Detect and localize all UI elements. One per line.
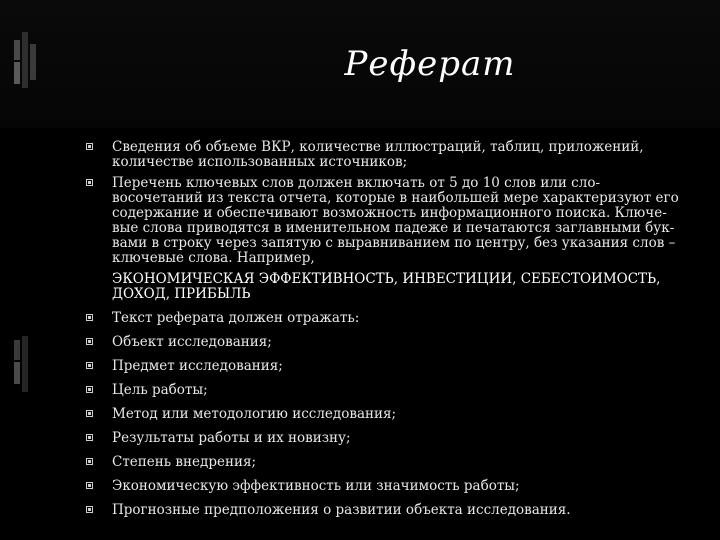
keywords-example: ЭКОНОМИЧЕСКАЯ ЭФФЕКТИВНОСТЬ, ИНВЕСТИЦИИ, СЕБЕСТОИМОСТЬ, ДОХОД, ПРИБЫЛЬ — [112, 271, 661, 302]
list-item — [84, 140, 684, 170]
list-item-text: Перечень ключевых слов должен включать от 5 до 10 слов или сло-восочетаний из текста отчета, которые в наибольшей мере характеризуют его содержание и обеспечивают возможность информационного поиска. Ключе-вые слова приводятся в именительном падеже и печатаются заглавными бук-вами в строку через запятую с выравниванием по центру, без указания слов – ключевые слова. Например, — [112, 175, 679, 266]
stripe — [22, 32, 28, 88]
list-item — [84, 479, 684, 494]
list-item-text: Прогнозные предположения о развитии объекта исследования. — [112, 502, 571, 518]
square-bullet-icon — [86, 179, 93, 186]
stripe — [14, 62, 20, 84]
list-item-text: Степень внедрения; — [112, 454, 257, 470]
list-item — [84, 503, 684, 518]
list-item-text: Текст реферата должен отражать: — [112, 310, 360, 326]
square-bullet-icon — [86, 362, 93, 369]
stripe — [14, 362, 20, 384]
list-item — [84, 335, 684, 350]
square-bullet-icon — [86, 458, 93, 465]
list-item — [84, 359, 684, 374]
square-bullet-icon — [86, 482, 93, 489]
square-bullet-icon — [86, 386, 93, 393]
list-item — [84, 407, 684, 422]
list-item — [84, 311, 684, 326]
square-bullet-icon — [86, 410, 93, 417]
list-item-text: Цель работы; — [112, 382, 208, 398]
square-bullet-icon — [86, 338, 93, 345]
bullet-list — [84, 140, 684, 518]
list-item-text: Предмет исследования; — [112, 358, 283, 374]
list-item-text: Объект исследования; — [112, 334, 272, 350]
stripe — [14, 40, 20, 60]
list-item-text: Метод или методологию исследования; — [112, 406, 397, 422]
square-bullet-icon — [86, 506, 93, 513]
square-bullet-icon — [86, 143, 93, 150]
list-item — [84, 383, 684, 398]
list-item — [84, 455, 684, 470]
stripe — [30, 44, 36, 80]
slide-title: Реферат — [344, 44, 516, 84]
square-bullet-icon — [86, 314, 93, 321]
decorative-stripes — [0, 0, 46, 540]
list-item-text: Экономическую эффективность или значимость работы; — [112, 478, 520, 494]
stripe — [22, 336, 28, 392]
list-item-text: Результаты работы и их новизну; — [112, 430, 351, 446]
list-item-text: Сведения об объеме ВКР, количестве иллюстраций, таблиц, приложений, количестве использованных источников; — [112, 139, 644, 170]
square-bullet-icon — [86, 434, 93, 441]
list-item — [84, 176, 684, 266]
list-item — [84, 431, 684, 446]
stripe — [14, 340, 20, 360]
